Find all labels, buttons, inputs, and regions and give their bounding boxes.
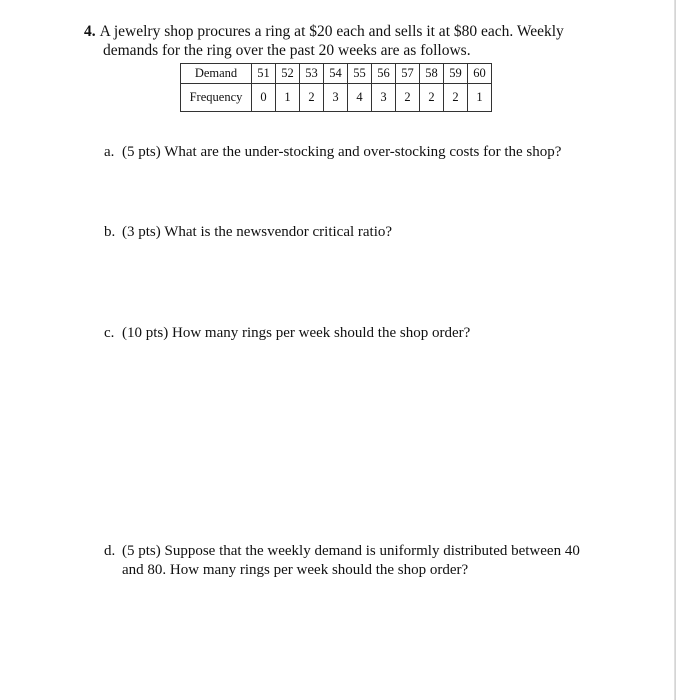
part-d-text-line2: and 80. How many rings per week should the shop order? [122,562,469,578]
table-row-demand [181,64,492,84]
demand-cell: 52 [276,64,300,84]
frequency-cell: 3 [372,84,396,112]
demand-cell: 53 [300,64,324,84]
part-a-text: (5 pts) What are the under-stocking and over-stocking costs for the shop? [122,144,562,160]
demand-cell: 58 [420,64,444,84]
demand-header-cell: Demand [181,64,252,84]
part-c [104,324,604,343]
demand-cell: 51 [252,64,276,84]
part-b [104,223,604,242]
frequency-header-cell: Frequency [181,84,252,112]
demand-cell: 57 [396,64,420,84]
part-a [104,143,604,162]
frequency-cell: 1 [276,84,300,112]
part-d-text-line1: (5 pts) Suppose that the weekly demand is uniformly distributed between 40 [122,543,580,559]
frequency-cell: 2 [396,84,420,112]
part-b-text: (3 pts) What is the newsvendor critical ratio? [122,224,393,240]
frequency-cell: 4 [348,84,372,112]
demand-cell: 59 [444,64,468,84]
frequency-cell: 3 [324,84,348,112]
question-header [84,22,584,60]
part-b-label: b. [104,224,116,240]
table-row-frequency [181,84,492,112]
demand-frequency-table [180,63,492,112]
demand-cell: 56 [372,64,396,84]
frequency-cell: 1 [468,84,492,112]
part-a-label: a. [104,144,115,160]
frequency-cell: 2 [420,84,444,112]
part-c-text: (10 pts) How many rings per week should the shop order? [122,325,471,341]
frequency-cell: 2 [300,84,324,112]
question-number: 4. [84,23,96,40]
part-d [104,542,604,580]
part-c-label: c. [104,325,115,341]
question-text-line1: A jewelry shop procures a ring at $20 each and sells it at $80 each. Weekly [99,23,564,40]
demand-cell: 55 [348,64,372,84]
demand-cell: 60 [468,64,492,84]
question-text-line2: demands for the ring over the past 20 weeks are as follows. [103,42,471,59]
frequency-cell: 0 [252,84,276,112]
frequency-cell: 2 [444,84,468,112]
demand-cell: 54 [324,64,348,84]
part-d-label: d. [104,543,116,559]
